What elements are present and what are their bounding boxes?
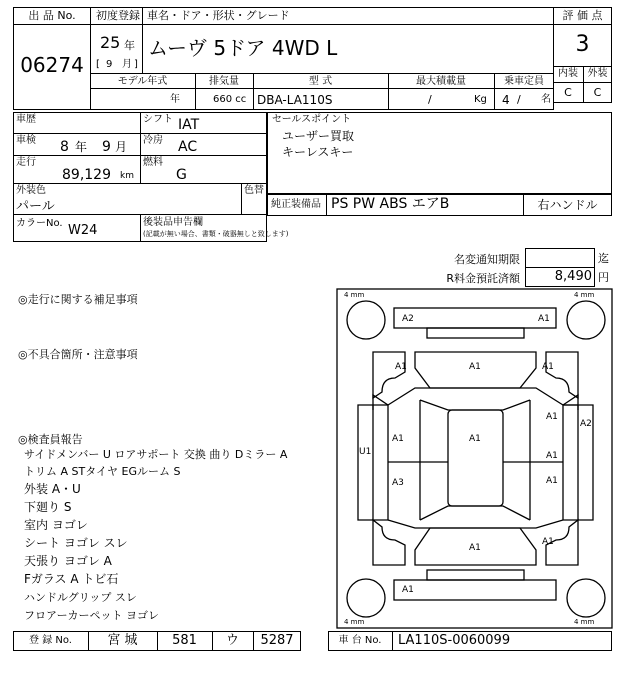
- damage-mark: A1: [542, 537, 554, 547]
- inspector-line: トリム A STタイヤ EGルーム S: [24, 465, 181, 478]
- model-year-label: モデル年式: [117, 76, 168, 87]
- chassis-no-value: LA110S-0060099: [398, 633, 511, 648]
- history-label: 車歴: [16, 114, 36, 125]
- damage-mark: A1: [392, 434, 404, 444]
- first-reg-month: 9: [106, 59, 113, 70]
- first-reg-year: 25: [100, 33, 121, 52]
- reg-class: 581: [172, 633, 197, 648]
- inspector-line: 外装 A・U: [24, 482, 81, 496]
- damage-mark: A1: [546, 412, 558, 422]
- recycle-label: R料金預託済額: [446, 272, 520, 285]
- inspector-line: シート ヨゴレ スレ: [24, 536, 128, 550]
- capacity-label: 乗車定員: [504, 76, 544, 87]
- first-reg-label: 初度登録: [96, 9, 140, 22]
- fuel-label: 燃料: [143, 157, 163, 168]
- aftermarket-label: 後装品申告欄: [143, 217, 203, 228]
- capacity-value: 4: [502, 93, 510, 107]
- inspector-line: 天張り ヨゴレ A: [24, 554, 112, 568]
- sales-point-line: ユーザー買取: [282, 129, 355, 143]
- damage-mark: A1: [542, 362, 554, 372]
- aftermarket-note: (記載が無い場合、書類・破器無しと致します): [143, 230, 289, 238]
- fuel-value: G: [176, 167, 187, 183]
- chassis-no-label: 車 台 No.: [338, 635, 382, 646]
- equipment-label: 純正装備品: [271, 199, 321, 210]
- exterior-label: 外装: [587, 68, 608, 79]
- lot-no-label: 出 品 No.: [28, 9, 76, 22]
- max-load-slash: /: [428, 93, 432, 106]
- sales-points-label: セールスポイント: [272, 114, 352, 125]
- inspector-line: Fガラス A トビ石: [24, 572, 119, 586]
- damage-mark: A2: [580, 419, 592, 429]
- exterior-score: C: [593, 86, 602, 99]
- color-no-value: W24: [68, 223, 98, 238]
- driving-notes-label: ◎走行に関する補足事項: [18, 293, 138, 306]
- reg-number: 5287: [260, 633, 294, 648]
- inspector-line: 下廻り S: [24, 500, 72, 514]
- damage-mark: A2: [402, 314, 414, 324]
- inspector-line: ハンドルグリップ スレ: [24, 591, 137, 604]
- damage-mark: A1: [469, 543, 481, 553]
- inspection-label: 車検: [16, 135, 36, 146]
- damage-mark: A1: [402, 585, 414, 595]
- inspector-line: 室内 ヨゴレ: [24, 518, 88, 532]
- sales-point-line: キーレスキー: [282, 145, 354, 159]
- handle-position: 右ハンドル: [537, 198, 598, 212]
- inspector-line: サイドメンバー U ロアサポート 交換 曲り Dミラー A: [24, 448, 288, 461]
- reg-area: 宮 城: [107, 633, 138, 648]
- tire-depth-label: 4 mm: [344, 291, 365, 299]
- color-no-label: カラーNo.: [16, 218, 63, 229]
- score-value: 3: [575, 32, 590, 57]
- shift-label: シフト: [143, 114, 173, 125]
- damage-mark: A1: [395, 362, 407, 372]
- car-name-label: 車名・ドア・形状・グレード: [147, 9, 290, 22]
- inspector-report-label: ◎検査員報告: [18, 433, 83, 446]
- max-load-unit: Kg: [474, 94, 487, 105]
- inspection-year-unit: 年: [75, 140, 88, 154]
- damage-mark: A1: [546, 451, 558, 461]
- recycle-unit: 円: [598, 271, 609, 284]
- name-change-unit: 迄: [598, 252, 609, 265]
- displacement-label: 排気量: [209, 76, 239, 87]
- inspection-year: 8: [60, 139, 69, 155]
- mileage-unit: km: [120, 171, 134, 181]
- recycle-amount: 8,490: [554, 269, 592, 284]
- tire-depth-label: 4 mm: [574, 618, 595, 626]
- model-year-unit: 年: [170, 94, 180, 105]
- model-type-value: DBA-LA110S: [257, 93, 333, 107]
- capacity-slash: /: [517, 93, 521, 106]
- mileage-label: 走行: [16, 157, 36, 168]
- ac-label: 冷房: [143, 135, 163, 146]
- model-type-label: 型 式: [308, 76, 333, 87]
- inspector-line: フロアーカーペット ヨゴレ: [24, 609, 159, 622]
- color-change-label: 色替: [244, 185, 264, 196]
- tire-depth-label: 4 mm: [344, 618, 365, 626]
- tire-depth-label: 4 mm: [574, 291, 595, 299]
- lot-no-value: 06274: [20, 53, 84, 77]
- interior-label: 内装: [558, 68, 578, 79]
- month-unit: 月: [122, 59, 132, 70]
- defects-label: ◎不具合箇所・注意事項: [18, 348, 138, 361]
- capacity-unit: 名: [541, 94, 551, 105]
- damage-mark: A3: [392, 478, 404, 488]
- year-unit: 年: [124, 39, 135, 52]
- reg-no-label: 登 録 No.: [29, 635, 72, 646]
- car-name: ムーヴ 5ドア 4WD L: [148, 36, 338, 60]
- name-change-label: 名変通知期限: [454, 253, 520, 266]
- damage-mark: U1: [359, 447, 372, 457]
- max-load-label: 最大積載量: [416, 76, 466, 87]
- score-label: 評 価 点: [562, 9, 603, 22]
- damage-mark: A1: [546, 476, 558, 486]
- interior-score: C: [564, 86, 572, 99]
- shift-value: IAT: [178, 117, 200, 133]
- inspection-month: 9: [102, 139, 111, 155]
- damage-mark: A1: [469, 362, 481, 372]
- damage-mark: A1: [469, 434, 481, 444]
- displacement-value: 660 cc: [213, 94, 247, 105]
- color-label: 外装色: [16, 185, 46, 196]
- equipment-items: PS PW ABS エアB: [331, 196, 450, 212]
- inspection-month-unit: 月: [115, 140, 128, 154]
- mileage-value: 89,129: [62, 167, 111, 183]
- color-value: パール: [16, 199, 55, 214]
- damage-mark: A1: [538, 314, 550, 324]
- ac-value: AC: [178, 139, 198, 155]
- reg-kana: ウ: [225, 633, 239, 648]
